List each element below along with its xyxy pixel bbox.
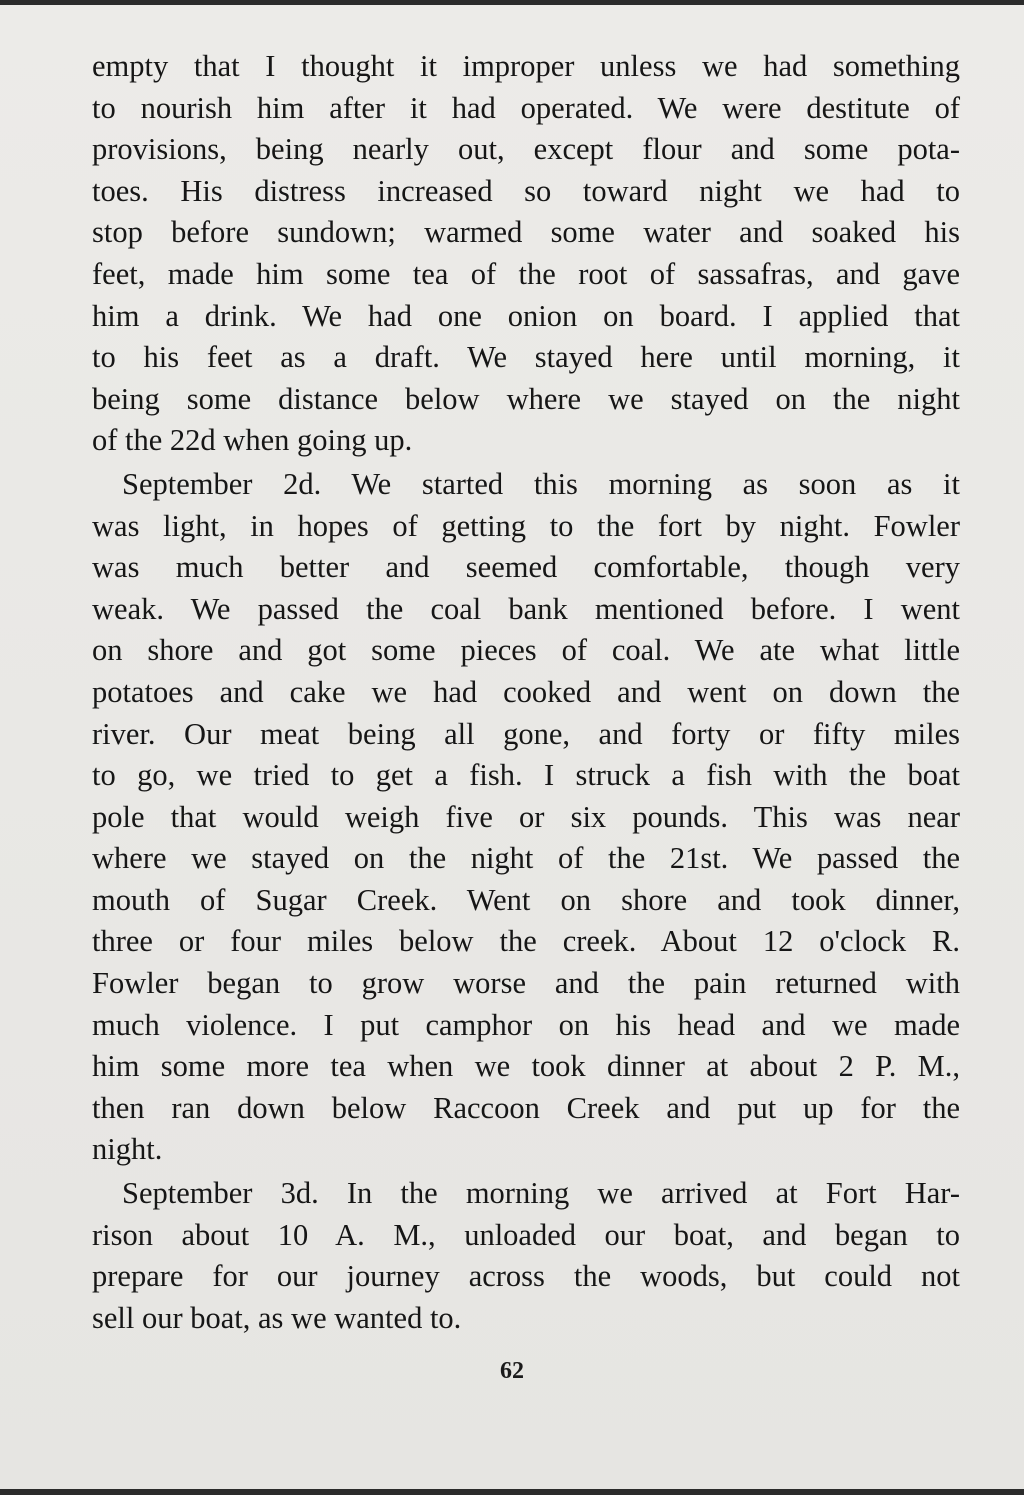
text-line: Fowler began to grow worse and the pain returned with [92, 966, 960, 1001]
text-line: rison about 10 A. M., unloaded our boat, and began to [92, 1217, 960, 1252]
text-line: September 3d. In the morning we arrived at Fort Har- [122, 1176, 960, 1211]
text-line: toes. His distress increased so toward night we had to [92, 173, 960, 208]
paragraph-1 [92, 46, 960, 462]
text-line: on shore and got some pieces of coal. We ate what little [92, 633, 960, 668]
text-line: being some distance below where we stayed on the night [92, 381, 960, 416]
text-line: him some more tea when we took dinner at about 2 P. M., [92, 1049, 960, 1084]
scan-top-edge [0, 0, 1024, 5]
paragraph-2 [92, 464, 960, 1171]
text-line: to go, we tried to get a fish. I struck a fish with the boat [92, 758, 960, 793]
page-number: 62 [500, 1358, 524, 1384]
text-line: to nourish him after it had operated. We were destitute of [92, 90, 960, 125]
text-line: was much better and seemed comfortable, though very [92, 550, 960, 585]
text-line: him a drink. We had one onion on board. I applied that [92, 298, 960, 333]
text-line: sell our boat, as we wanted to. [92, 1300, 462, 1335]
text-line: then ran down below Raccoon Creek and put up for the [92, 1090, 960, 1125]
text-line: pole that would weigh five or six pounds. This was near [92, 799, 960, 834]
body-text [92, 46, 960, 1339]
text-line: potatoes and cake we had cooked and went on down the [92, 674, 960, 709]
text-line: of the 22d when going up. [92, 423, 413, 458]
text-line: September 2d. We started this morning as soon as it [122, 466, 960, 501]
text-line: night. [92, 1132, 163, 1167]
text-line: three or four miles below the creek. About 12 o'clock R. [92, 924, 960, 959]
text-line: prepare for our journey across the woods, but could not [92, 1259, 960, 1294]
text-line: mouth of Sugar Creek. Went on shore and took dinner, [92, 882, 960, 917]
text-line: where we stayed on the night of the 21st. We passed the [92, 841, 960, 876]
text-line: weak. We passed the coal bank mentioned before. I went [92, 591, 960, 626]
text-line: stop before sundown; warmed some water and soaked his [92, 215, 960, 250]
text-line: feet, made him some tea of the root of sassafras, and gave [92, 256, 960, 291]
scan-bottom-edge [0, 1489, 1024, 1495]
text-line: empty that I thought it improper unless we had something [92, 49, 960, 83]
text-line: river. Our meat being all gone, and forty or fifty miles [92, 716, 960, 751]
text-line: was light, in hopes of getting to the fort by night. Fowler [92, 508, 960, 543]
paragraph-3 [92, 1173, 960, 1339]
text-line: much violence. I put camphor on his head and we made [92, 1007, 960, 1042]
text-line: provisions, being nearly out, except flour and some pota- [92, 132, 960, 167]
text-line: to his feet as a draft. We stayed here until morning, it [92, 340, 960, 375]
